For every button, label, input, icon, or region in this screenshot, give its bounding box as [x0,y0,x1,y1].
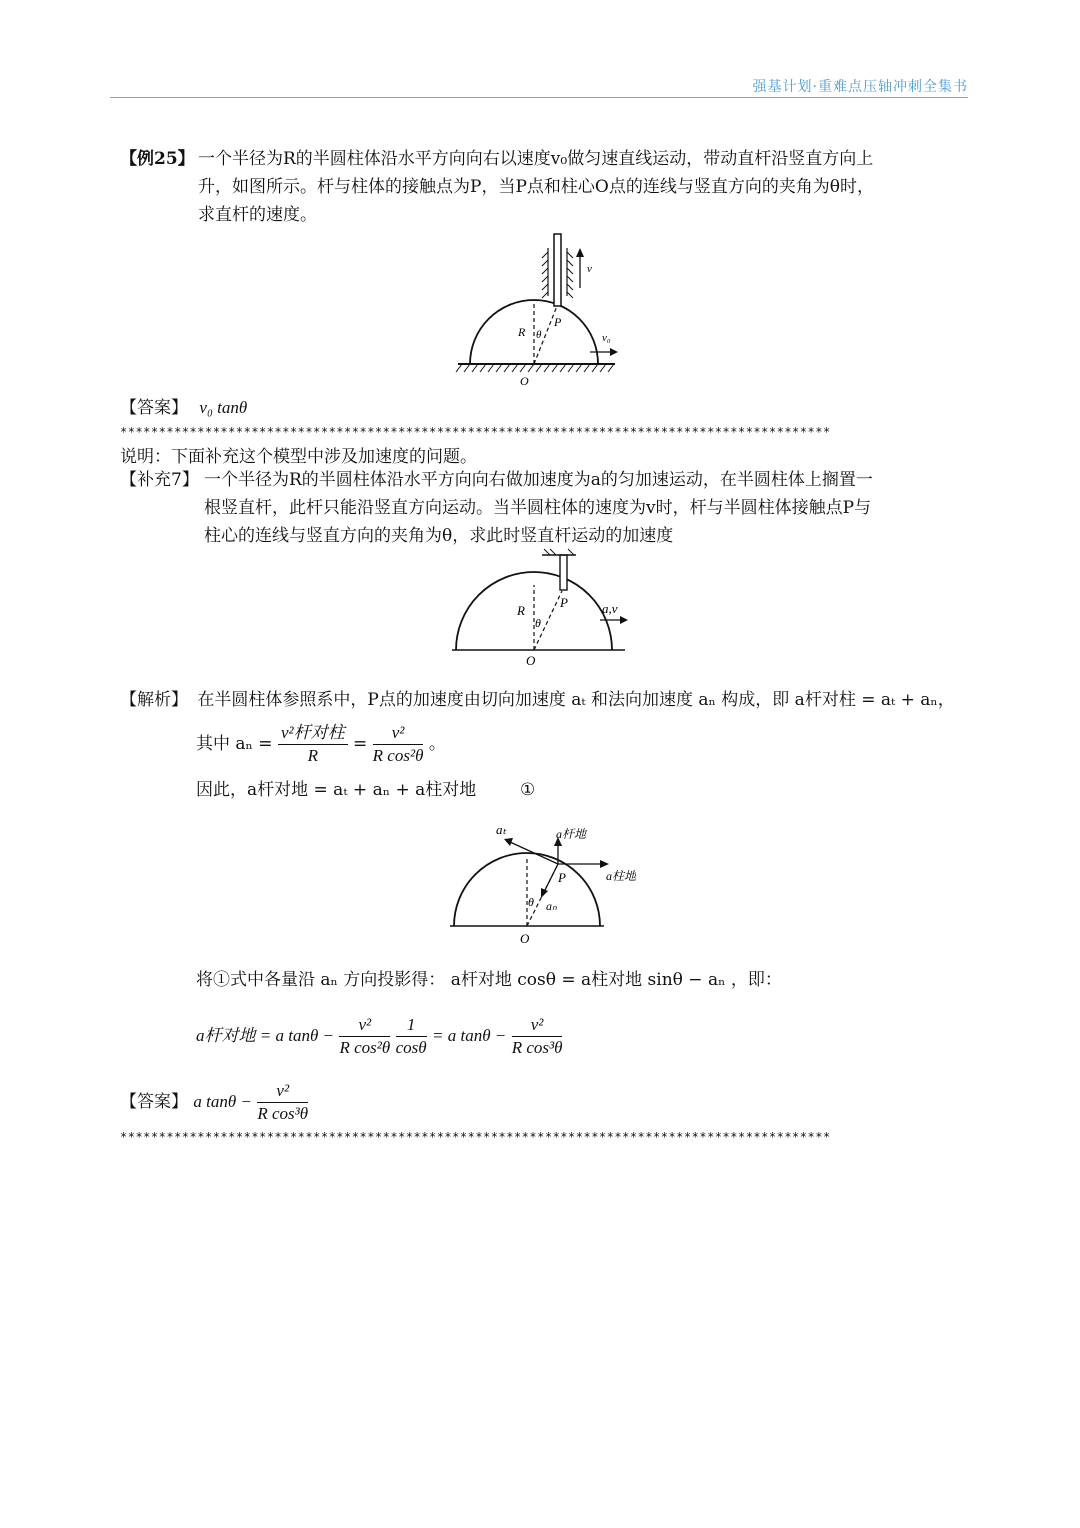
supplement-line-1: 一个半径为R的半圆柱体沿水平方向向右做加速度为a的匀加速运动，在半圆柱体上搁置一 [204,470,873,490]
final-mid: = a tanθ − [432,1026,507,1045]
an-fraction-2 [373,722,424,767]
analysis-line-1: 在半圆柱体参照系中，P点的加速度由切向加速度 aₜ 和法向加速度 aₙ 构成，即 a杆对柱 = aₜ + aₙ， [197,690,955,710]
divider-stars-2: ******************************************************************************************** [120,1130,831,1144]
example-line-1: 一个半径为R的半圆柱体沿水平方向向右以速度v₀做匀速直线运动，带动直杆沿竖直方向上 [198,149,874,169]
analysis [120,686,980,714]
fig3-label-theta: θ [528,895,534,909]
fig1-label-v: v [587,263,592,275]
fig3-label-O: O [520,931,530,946]
equation-marker: ① [520,780,536,800]
example-line-3: 求直杆的速度。 [198,205,317,225]
analysis-line-3: 因此，a杆对地 = aₜ + aₙ + a柱对地 [196,780,477,800]
an-frac1-den: R [307,746,318,765]
answer-2 [120,1080,308,1125]
answer-2-num: v² [257,1080,308,1103]
supplement-label: 【补充7】 [120,470,199,490]
fig1-label-v0: v₀ [602,332,611,344]
final-f2-den: cosθ [395,1038,427,1057]
an-period: 。 [428,734,446,754]
an-frac2-num: v² [373,722,424,745]
supplement-line-2: 根竖直杆，此杆只能沿竖直方向运动。当半圆柱体的速度为v时，杆与半圆柱体接触点P与 [204,498,872,518]
example-line-2: 升，如图所示。杆与柱体的接触点为P，当P点和柱心O点的连线与竖直方向的夹角为θ时， [198,177,875,197]
fig2-label-O: O [526,653,536,668]
answer-2-prefix: a tanθ − [193,1092,252,1111]
final-f1-den: R cos²θ [339,1038,391,1057]
final-lhs: a杆对地 = a tanθ − [196,1026,335,1045]
divider-stars-1: ******************************************************************************************** [120,425,831,439]
fig1-label-R: R [518,325,526,339]
fig3-label-at: aₜ [496,822,507,837]
fig2-label-theta: θ [535,616,541,630]
fig2-label-av: a,v [602,601,618,616]
answer-1-value: v₀ tanθ [199,398,248,417]
final-f3-den: R cos³θ [511,1038,563,1057]
fig1-label-O: O [520,374,529,388]
answer-2-label: 【答案】 [120,1092,188,1112]
an-fraction-1 [278,722,348,767]
an-frac2-den: R cos²θ [372,746,424,765]
analysis-an-formula [196,722,446,767]
fig2-label-R: R [517,603,525,618]
answer-2-fraction [257,1080,308,1125]
fig3-label-an: aₙ [546,899,557,913]
note: 说明：下面补充这个模型中涉及加速度的问题。 [120,447,477,467]
an-equals: = [353,734,368,754]
fig2-label-P: P [560,595,568,610]
final-formula [196,1014,562,1059]
projection-line: 将①式中各量沿 aₙ 方向投影得： a杆对地 cosθ = a柱对地 sinθ − aₙ ，即： [196,970,782,990]
answer-1-label: 【答案】 [120,398,188,418]
fig3-label-a-rod: a杆地 [556,827,587,841]
fig3-label-a-col: a柱地 [606,869,636,883]
answer-1 [120,394,247,422]
answer-2-den: R cos³θ [257,1104,309,1123]
fig1-label-P: P [554,315,562,329]
fig1-label-theta: θ [536,329,542,341]
figure-2 [450,545,630,670]
final-fraction-2 [396,1014,427,1059]
header-title: 强基计划·重难点压轴冲刺全集书 [752,79,968,95]
supplement-line-3: 柱心的连线与竖直方向的夹角为θ，求此时竖直杆运动的加速度 [204,526,674,546]
an-prefix: 其中 aₙ = [196,734,273,754]
an-frac1-num: v²杆对柱 [278,722,348,745]
final-f3-num: v² [512,1014,563,1037]
analysis-label: 【解析】 [120,690,188,710]
fig3-label-P: P [558,870,566,885]
analysis-sum [196,776,476,804]
example-label: 【例25】 [120,149,195,169]
figure-1 [450,228,630,393]
page-header [110,72,968,98]
final-fraction-3 [512,1014,563,1059]
figure-3 [446,818,636,948]
final-f1-num: v² [339,1014,390,1037]
final-fraction-1 [339,1014,390,1059]
final-f2-num: 1 [396,1014,427,1037]
